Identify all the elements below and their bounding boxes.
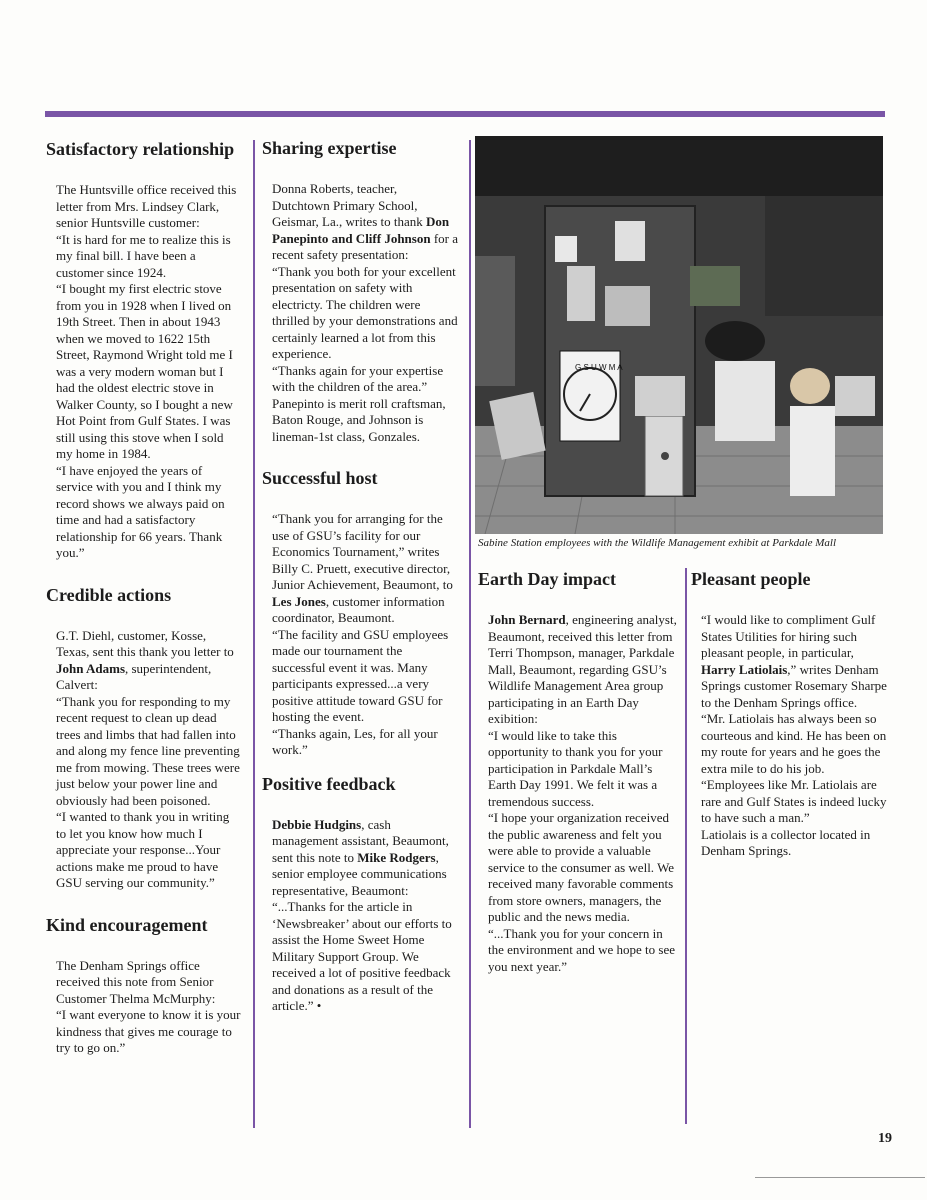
bottom-rule — [755, 1177, 925, 1178]
heading-satisfactory-relationship: Satisfactory relationship — [46, 139, 235, 159]
heading-kind-encouragement: Kind encouragement — [46, 914, 208, 935]
heading-credible-actions: Credible actions — [46, 584, 172, 605]
page-number: 19 — [878, 1131, 892, 1146]
paragraph: The Denham Springs office received this note from Senior Customer Thelma McMurphy: — [56, 957, 216, 1006]
photo-caption: Sabine Station employees with the Wildlife Management exhibit at Parkdale Mall — [478, 537, 837, 549]
column-divider — [469, 140, 471, 1128]
paragraph: The Huntsville office received this letter from Mrs. Lindsey Clark, senior Huntsville customer: — [56, 182, 237, 230]
paragraph: “I hope your organization received the public awareness and felt you were able to provide a valuable service to the consumer as well. We received many favorable comments from store owners, managers, the public and the news media. — [488, 810, 675, 924]
paragraph: John Bernard, engineering analyst, Beaumont, received this letter from Terri Thompson, manager, Parkdale Mall, Beaumont, regarding GSU’s Wildlife Management Area group participating in an Earth Day exibition: — [488, 612, 677, 726]
heading-positive-feedback: Positive feedback — [262, 773, 396, 794]
paragraph: “...Thanks for the article in ‘Newsbreaker’ about our efforts to assist the Home Sweet Home Military Support Group. We received a lot of positive feedback and donations as a result of the article.” • — [272, 899, 452, 1013]
column-1 — [46, 138, 242, 1057]
column-4 — [691, 568, 887, 860]
paragraph: “...Thank you for your concern in the environment and we hope to see you next year.” — [488, 925, 675, 974]
paragraph: “I would like to compliment Gulf States Utilities for hiring such pleasant people, in particular, Harry Latiolais,” writes Denham Springs customer Rosemary Sharpe to the Denham Springs office. — [701, 612, 887, 710]
paragraph: “The facility and GSU employees made our tournament the successful event it was. Many participants expressed...a very positive attitude toward GSU for hosting the event. — [272, 626, 449, 724]
paragraph: “I bought my first electric stove from you in 1928 when I lived on 19th Street. Then in about 1943 when we moved to 1622 15th Street, Raymond Wright told me I was a very modern woman but I had the oldest electric stove in Walker County, so I bought a new Hot Point from Gulf States. I was still using this stove when I sold my home in 1984. — [56, 281, 233, 461]
paragraph: Debbie Hudgins, cash management assistant, Beaumont, sent this note to Mike Rodgers, senior employee communications representative, Beaumont: — [272, 816, 449, 898]
heading-earth-day-impact: Earth Day impact — [478, 569, 616, 589]
paragraph: “Mr. Latiolais has always been so courteous and kind. He has been on my route for years and he goes the extra mile to do his job. — [701, 711, 887, 776]
paragraph: “Thanks again for your expertise with the children of the area.” — [272, 362, 444, 394]
paragraph: Donna Roberts, teacher, Dutchtown Primary School, Geismar, La., writes to thank Don Panepinto and Cliff Johnson for a recent safety presentation: — [272, 181, 459, 262]
paragraph: Panepinto is merit roll craftsman, Baton Rouge, and Johnson is lineman-1st class, Gonzales. — [272, 395, 446, 444]
sign-lettering: G S U W M A — [575, 363, 623, 372]
paragraph: “Thanks again, Les, for all your work.” — [272, 725, 438, 757]
paragraph: “Employees like Mr. Latiolais are rare and Gulf States is indeed lucky to have such a man.” — [701, 777, 887, 825]
paragraph: “Thank you both for your excellent presentation on safety with electricty. The children were thrilled by your demonstrations and certainly learned a lot from this experience. — [272, 263, 458, 361]
column-divider — [253, 140, 255, 1128]
column-3 — [478, 568, 678, 975]
paragraph: “I want everyone to know it is your kindness that gives me courage to try to go on.” — [56, 1007, 241, 1055]
paragraph: “I wanted to thank you in writing to let you know how much I appreciate your response...Your actions make me proud to have GSU serving our community.” — [56, 809, 230, 890]
column-2 — [262, 137, 458, 1015]
paragraph: G.T. Diehl, customer, Kosse, Texas, sent this thank you letter to John Adams, superintendent, Calvert: — [56, 627, 234, 692]
paragraph: “Thank you for arranging for the use of GSU’s facility for our Economics Tournament,” writes Billy C. Pruett, executive director, Junior Achievement, Beaumont, to Les Jones, customer information coordinator, Beaumont. — [272, 511, 453, 625]
column-divider — [685, 568, 687, 1124]
top-rule — [45, 111, 885, 117]
paragraph: “I would like to take this opportunity to thank you for your participation in Parkdale Mall’s Earth Day 1991. We felt it was a tremendous success. — [488, 727, 663, 809]
heading-pleasant-people: Pleasant people — [691, 569, 811, 589]
heading-successful-host: Successful host — [262, 468, 378, 488]
paragraph: “It is hard for me to realize this is my final bill. I have been a customer since 1924. — [56, 231, 231, 280]
exhibit-photo — [475, 136, 883, 534]
paragraph: “Thank you for responding to my recent request to clean up dead trees and limbs that had fallen into and along my fence line preventing me from mowing. These trees were just below your power line and obviously had been poisoned. — [56, 693, 240, 808]
heading-sharing-expertise: Sharing expertise — [262, 138, 397, 158]
paragraph: “I have enjoyed the years of service with you and I think my record shows we always paid on time and had a satisfactory relationship for 66 years. Thank you.” — [56, 462, 225, 560]
paragraph: Latiolais is a collector located in Denham Springs. — [701, 826, 871, 858]
photo-illustration — [475, 136, 883, 534]
